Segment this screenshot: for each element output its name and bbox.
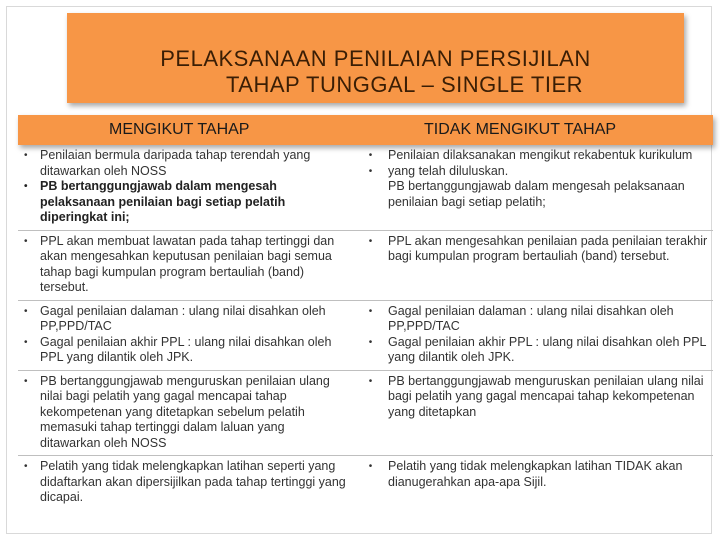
title-line-1: PELAKSANAAN PENILAIAN PERSIJILAN [160, 46, 591, 71]
right-bullet-cell [353, 300, 388, 370]
right-cell [388, 370, 713, 456]
right-cell [388, 456, 713, 510]
table-row [18, 456, 713, 510]
bullet-icon: • [368, 305, 373, 317]
right-bullet-cell [353, 145, 388, 230]
list-item [18, 304, 353, 335]
left-text: Gagal penilaian dalaman : ulang nilai disahkan oleh PP,PPD/TAC [40, 303, 326, 333]
left-cell [18, 230, 353, 300]
header-tidak-mengikut-tahap: TIDAK MENGIKUT TAHAP [424, 121, 617, 138]
right-cell [388, 230, 713, 300]
list-item [18, 459, 353, 506]
right-text: Gagal penilaian akhir PPL : ulang nilai disahkan oleh PPL yang dilantik oleh JPK. [388, 334, 707, 364]
bullet-icon: • [24, 150, 28, 161]
bullet-icon: • [24, 375, 28, 387]
column-header-bar [18, 115, 713, 145]
list-item [18, 374, 353, 452]
left-text: Pelatih yang tidak melengkapkan latihan seperti yang didaftarkan akan dipersijilkan pada tahap tertinggi yang dicapai. [40, 459, 346, 504]
table-row [18, 230, 713, 300]
list-item [18, 234, 353, 296]
list-item [18, 335, 353, 366]
right-bullet-cell [353, 370, 388, 456]
table-row [18, 145, 713, 230]
right-text: PB bertanggungjawab dalam mengesah pelaksanaan penilaian bagi setiap pelatih; [388, 179, 685, 209]
left-cell [18, 370, 353, 456]
right-text: PPL akan mengesahkan penilaian pada penilaian terakhir bagi kumpulan program bertauliah (band) tersebut. [388, 233, 708, 263]
right-bullet-cell [353, 456, 388, 510]
bullet-icon: • [368, 461, 373, 472]
bullet-icon: • [368, 165, 373, 177]
left-text: PPL akan membuat lawatan pada tahap tertinggi dan akan mengesahkan keputusan penilaian bagi semua tahap bagi kumpulan program bertauliah (band) tersebut. [40, 233, 335, 294]
bullet-icon: • [368, 235, 373, 247]
right-bullet-cell [353, 230, 388, 300]
left-cell [18, 300, 353, 370]
bullet-icon: • [24, 235, 28, 247]
comparison-table [18, 145, 713, 510]
right-text: PB bertanggungjawab menguruskan penilaian ulang nilai bagi pelatih yang gagal mencapai tahap kekompetenan yang ditetapkan [388, 373, 704, 419]
right-text: Penilaian dilaksanakan mengikut rekabentuk kurikulum yang telah diluluskan. [388, 148, 693, 178]
bullet-icon: • [24, 305, 28, 317]
left-text: Penilaian bermula daripada tahap terendah yang ditawarkan oleh NOSS [40, 148, 311, 178]
list-item [18, 179, 353, 226]
bullet-icon: • [24, 336, 28, 348]
header-mengikut-tahap: MENGIKUT TAHAP [109, 121, 250, 138]
bullet-icon: • [368, 375, 373, 387]
left-cell [18, 145, 353, 230]
right-text: Gagal penilaian dalaman : ulang nilai disahkan oleh PP,PPD/TAC [388, 303, 674, 333]
left-text: PB bertanggungjawab dalam mengesah pelaksanaan penilaian bagi setiap pelatih diperingkat ini; [40, 179, 286, 224]
table-row [18, 300, 713, 370]
title-line-2: TAHAP TUNGGAL – SINGLE TIER [225, 72, 584, 97]
bullet-icon: • [24, 181, 28, 192]
right-cell [388, 145, 713, 230]
table-row [18, 370, 713, 456]
right-text: Pelatih yang tidak melengkapkan latihan TIDAK akan dianugerahkan apa-apa Sijil. [388, 459, 683, 489]
bullet-icon: • [368, 150, 373, 161]
left-text: Gagal penilaian akhir PPL : ulang nilai disahkan oleh PPL yang dilantik oleh JPK. [40, 334, 332, 364]
left-text: PB bertanggungjawab menguruskan penilaian ulang nilai bagi pelatih yang gagal mencapai tahap kekompetenan yang ditetapkan sebelum pelatih memasuki tahap tertinggi dalam laluan yang ditawarkan oleh NOSS [40, 373, 330, 450]
title-banner [67, 13, 684, 103]
bullet-icon: • [368, 336, 373, 348]
list-item [18, 148, 353, 179]
right-cell [388, 300, 713, 370]
left-cell [18, 456, 353, 510]
bullet-icon: • [24, 461, 28, 472]
